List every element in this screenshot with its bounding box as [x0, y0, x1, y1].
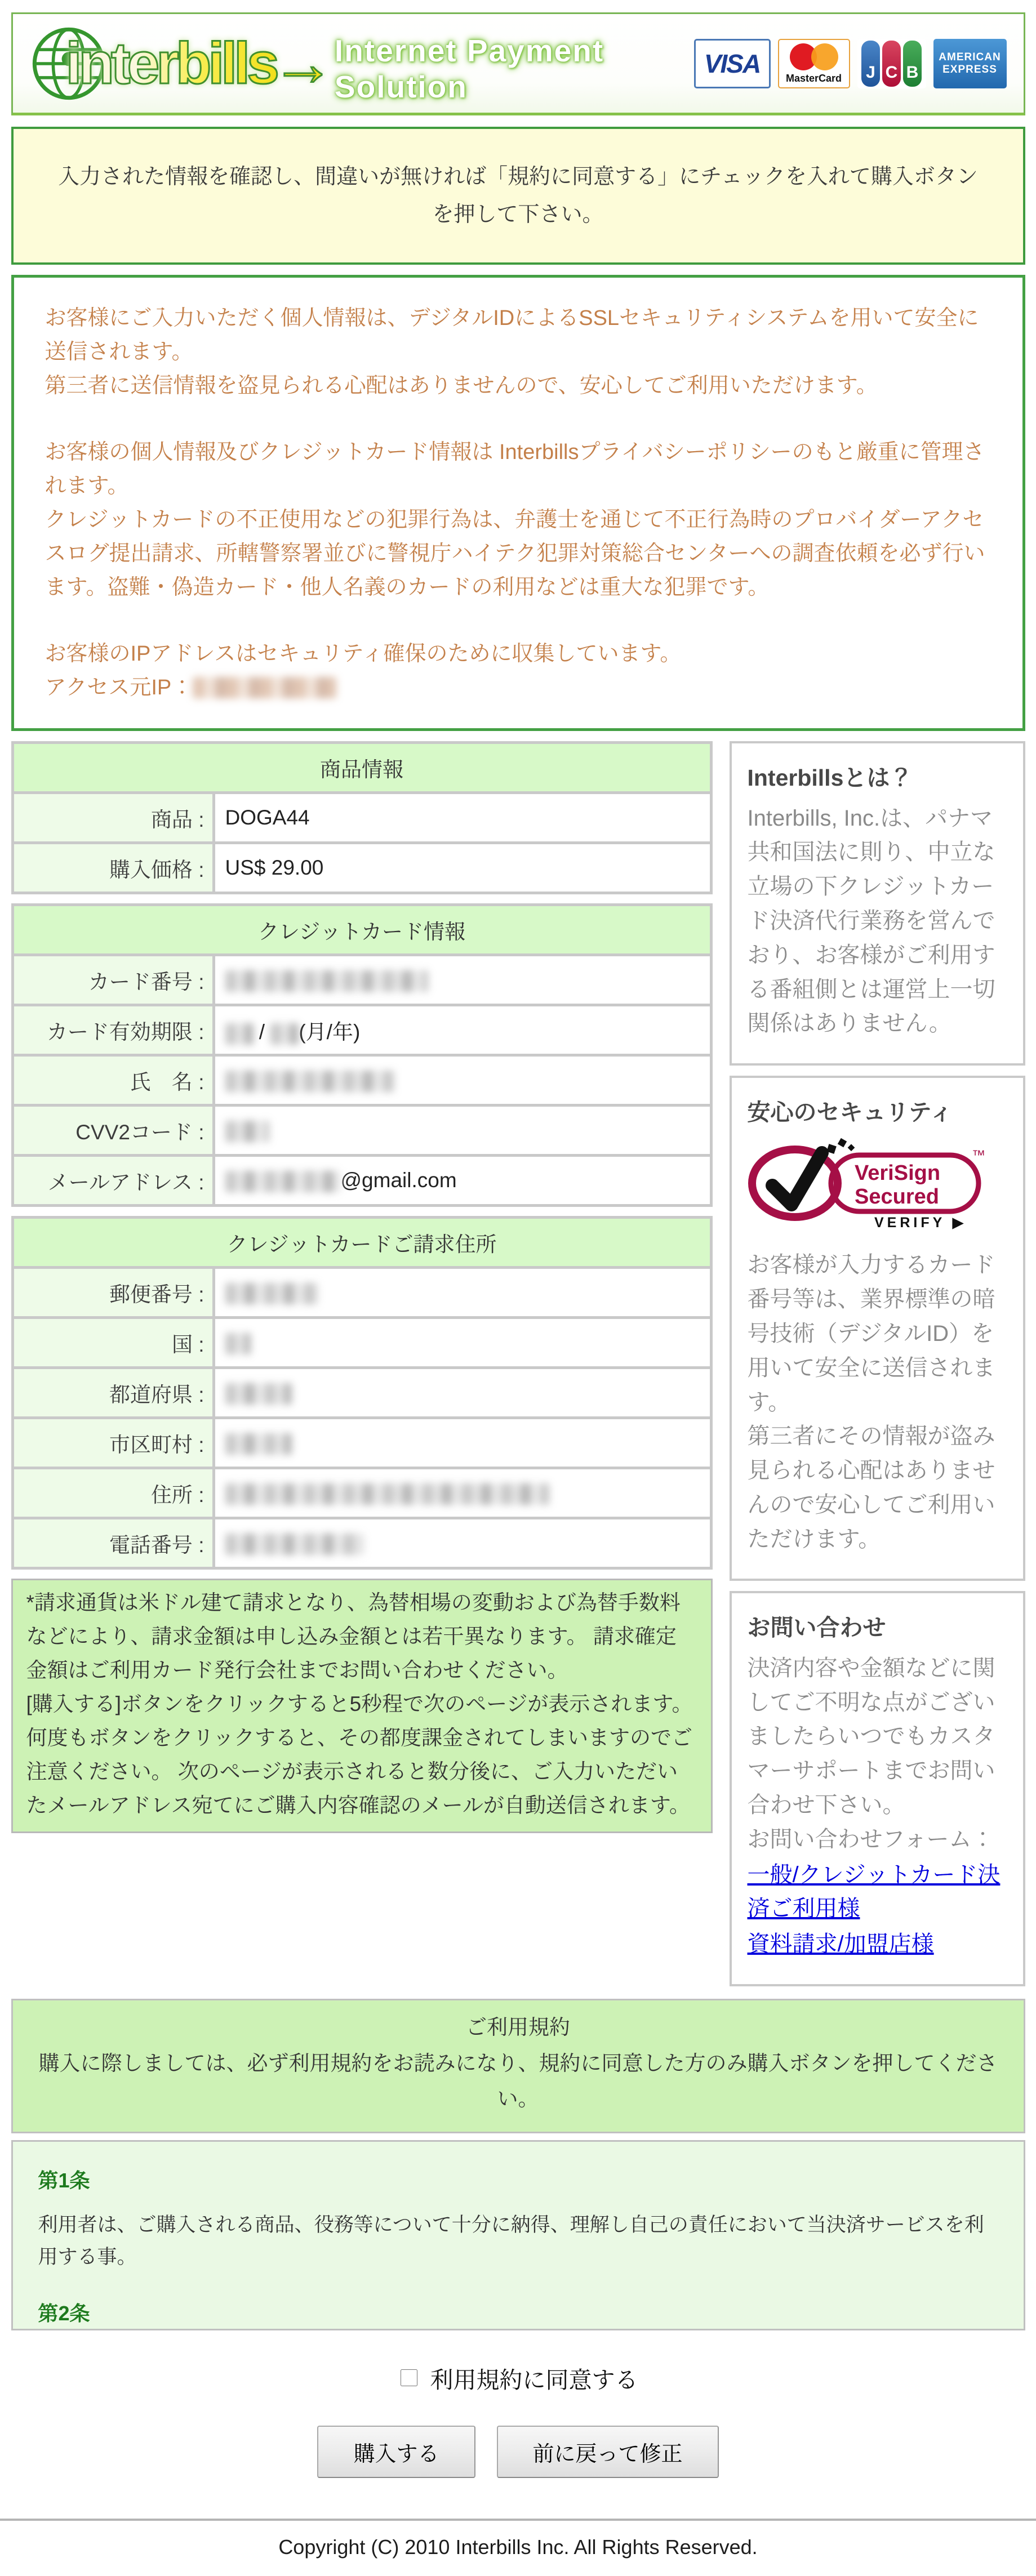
contact-link-general[interactable]: 一般/クレジットカード決済ご利用様: [747, 1862, 1001, 1922]
tagline: Internet Payment Solution: [334, 33, 604, 104]
purchase-price-value: US$ 29.00: [215, 844, 710, 892]
redacted-value: [225, 1121, 269, 1142]
table-row: 都道府県 :: [14, 1369, 710, 1416]
agree-terms-row: [11, 2361, 1025, 2395]
amex-logo: AMERICAN EXPRESS: [933, 39, 1007, 88]
security-body: お客様が入力するカード番号等は、業界標準の暗号技術（デジタルID）を用いて安全に送信されます。: [747, 1253, 995, 1415]
terms-article-heading: 第1条: [38, 2168, 90, 2192]
mastercard-logo: MasterCard: [778, 39, 850, 88]
table-row: 国 :: [14, 1319, 710, 1366]
table-row: 氏 名 :: [14, 1057, 710, 1104]
accepted-cards: [694, 39, 1007, 88]
card-expiry-value: / (月/年): [215, 1006, 710, 1054]
contact-title: お問い合わせ: [747, 1615, 886, 1641]
logo-wordmark: interbills: [65, 30, 276, 96]
payment-confirmation-page: [11, 0, 1025, 2559]
svg-text:VERIFY ▶: VERIFY ▶: [874, 1214, 967, 1231]
svg-text:VeriSign: VeriSign: [854, 1161, 940, 1185]
redacted-value: [225, 1433, 292, 1455]
purchase-button[interactable]: 購入する: [317, 2426, 475, 2478]
city-value: [215, 1419, 710, 1467]
sidebar: [730, 741, 1025, 1986]
phone-value: [215, 1519, 710, 1567]
verisign-secured-logo: [748, 1136, 1007, 1241]
email-value: @gmail.com: [215, 1157, 710, 1204]
security-line: お客様のIPアドレスはセキュリティ確保のために収集しています。: [45, 642, 682, 666]
about-body: Interbills, Inc.は、パナマ共和国法に則り、中立な立場の下クレジットカード決済代行業務を営んでおり、お客様がご利用する番組側とは運営上一切関係はありません。: [747, 805, 995, 1036]
agree-terms-checkbox[interactable]: [401, 2369, 417, 2386]
product-info-table: [11, 741, 713, 894]
prefecture-value: [215, 1369, 710, 1416]
table-row: 電話番号 :: [14, 1519, 710, 1567]
contact-link-merchant[interactable]: 資料請求/加盟店様: [747, 1932, 934, 1957]
table-row: 郵便番号 :: [14, 1269, 710, 1316]
redacted-value: [225, 1333, 251, 1354]
security-box: [730, 1076, 1025, 1581]
logo-arrow-icon: →: [271, 28, 335, 99]
table-row: CVV2コード :: [14, 1107, 710, 1154]
contact-box: [730, 1591, 1025, 1986]
redacted-value: [225, 970, 428, 992]
table-title: クレジットカード情報: [14, 906, 710, 953]
redacted-value: [225, 1171, 341, 1192]
about-title: Interbillsとは？: [747, 765, 913, 791]
terms-article-body: 利用者は、ご購入される商品、役務等について十分に納得、理解し自己の責任において当決済サービスを利用する事。: [38, 2214, 984, 2268]
order-details-column: [11, 741, 713, 1833]
security-line: クレジットカードの不正使用などの犯罪行為は、弁護士を通じて不正行為時のプロバイダーアクセスログ提出請求、所轄警察署並びに警視庁ハイテク犯罪対策総合センターへの調査依頼を必ず行います。盗難・偽造カード・他人名義のカードの利用などは重大な犯罪です。: [45, 508, 985, 600]
contact-body: 決済内容や金額などに関してご不明な点がございましたらいつでもカスタマーサポートまでお問い合わせ下さい。: [747, 1655, 995, 1817]
credit-card-info-table: [11, 903, 713, 1207]
security-line: 第三者に送信情報を盗見られる心配はありませんので、安心してご利用いただけます。: [45, 374, 878, 398]
cvv2-value: [215, 1107, 710, 1154]
agree-terms-label: 利用規約に同意する: [430, 2366, 638, 2393]
security-title: 安心のセキュリティ: [747, 1099, 953, 1126]
redacted-value: [225, 1071, 394, 1092]
back-to-edit-button[interactable]: 前に戻って修正: [497, 2426, 719, 2478]
redacted-value: [225, 1534, 363, 1555]
confirmation-notice: 入力された情報を確認し、間違いが無ければ「規約に同意する」にチェックを入れて購入ボタンを押して下さい。: [11, 127, 1025, 265]
contact-form-label: お問い合わせフォーム：: [747, 1826, 994, 1852]
redacted-value: [270, 1023, 299, 1045]
redacted-value: [225, 1283, 318, 1304]
security-body: 第三者にその情報が盗み見られる心配はありませんので安心してご利用いただけます。: [747, 1424, 995, 1552]
svg-text:™: ™: [971, 1147, 985, 1163]
redacted-value: [225, 1483, 549, 1505]
table-row: 市区町村 :: [14, 1419, 710, 1467]
footer-divider: [0, 2519, 1036, 2521]
terms-article-heading: 第2条: [38, 2301, 90, 2325]
billing-address-table: [11, 1216, 713, 1570]
table-row: 住所 :: [14, 1469, 710, 1517]
table-row: カード有効期限 : / (月/年): [14, 1006, 710, 1054]
main-content: [11, 741, 1025, 1986]
redacted-value: [225, 1023, 254, 1045]
table-row: カード番号 :: [14, 956, 710, 1004]
security-line: お客様の個人情報及びクレジットカード情報は Interbillsプライバシーポリシーのもと厳重に管理されます。: [45, 440, 985, 498]
terms-title: ご利用規約: [466, 2015, 570, 2039]
jcb-logo: J C B: [857, 39, 926, 88]
table-title: クレジットカードご請求住所: [14, 1219, 710, 1266]
svg-text:Secured: Secured: [854, 1184, 939, 1209]
security-notice: [11, 275, 1025, 731]
table-row: メールアドレス : @gmail.com: [14, 1157, 710, 1204]
table-title: 商品情報: [14, 744, 710, 791]
redacted-ip-value: [193, 677, 336, 698]
interbills-logo: [30, 25, 335, 102]
redacted-value: [225, 1383, 292, 1405]
terms-header: [11, 1999, 1025, 2133]
site-header: [11, 12, 1025, 115]
access-ip-line: アクセス元IP：: [45, 671, 991, 705]
table-row: 購入価格 : US$ 29.00: [14, 844, 710, 892]
product-name-value: DOGA44: [215, 794, 710, 841]
card-number-value: [215, 956, 710, 1004]
terms-subtitle: 購入に際しましては、必ず利用規約をお読みになり、規約に同意した方のみ購入ボタンを押してください。: [38, 2051, 998, 2111]
card-holder-name-value: [215, 1057, 710, 1104]
terms-scroll-area[interactable]: [11, 2140, 1025, 2330]
street-address-value: [215, 1469, 710, 1517]
purchase-note: *請求通貨は米ドル建て請求となり、為替相場の変動および為替手数料などにより、請求金額は申し込み金額とは若干異なります。 請求確定金額はご利用カード発行会社までお問い合わせください。 [購入する]ボタンをクリックすると5秒程で次のページが表示されます。何度もボタンをクリックすると、その都度課金されてしまいますのでご注意ください。 次のページが表示されると数分後に、ご入力いただいたメールアドレス宛てにご購入内容確認のメールが自動送信されます。: [11, 1579, 713, 1833]
action-buttons: [11, 2426, 1025, 2478]
country-value: [215, 1319, 710, 1366]
about-interbills-box: [730, 741, 1025, 1066]
copyright-text: Copyright (C) 2010 Interbills Inc. All Rights Reserved.: [278, 2535, 758, 2559]
postal-code-value: [215, 1269, 710, 1316]
table-row: 商品 : DOGA44: [14, 794, 710, 841]
security-line: お客様にご入力いただく個人情報は、デジタルIDによるSSLセキュリティシステムを用いて安全に送信されます。: [45, 306, 979, 364]
visa-logo: VISA: [694, 39, 771, 88]
